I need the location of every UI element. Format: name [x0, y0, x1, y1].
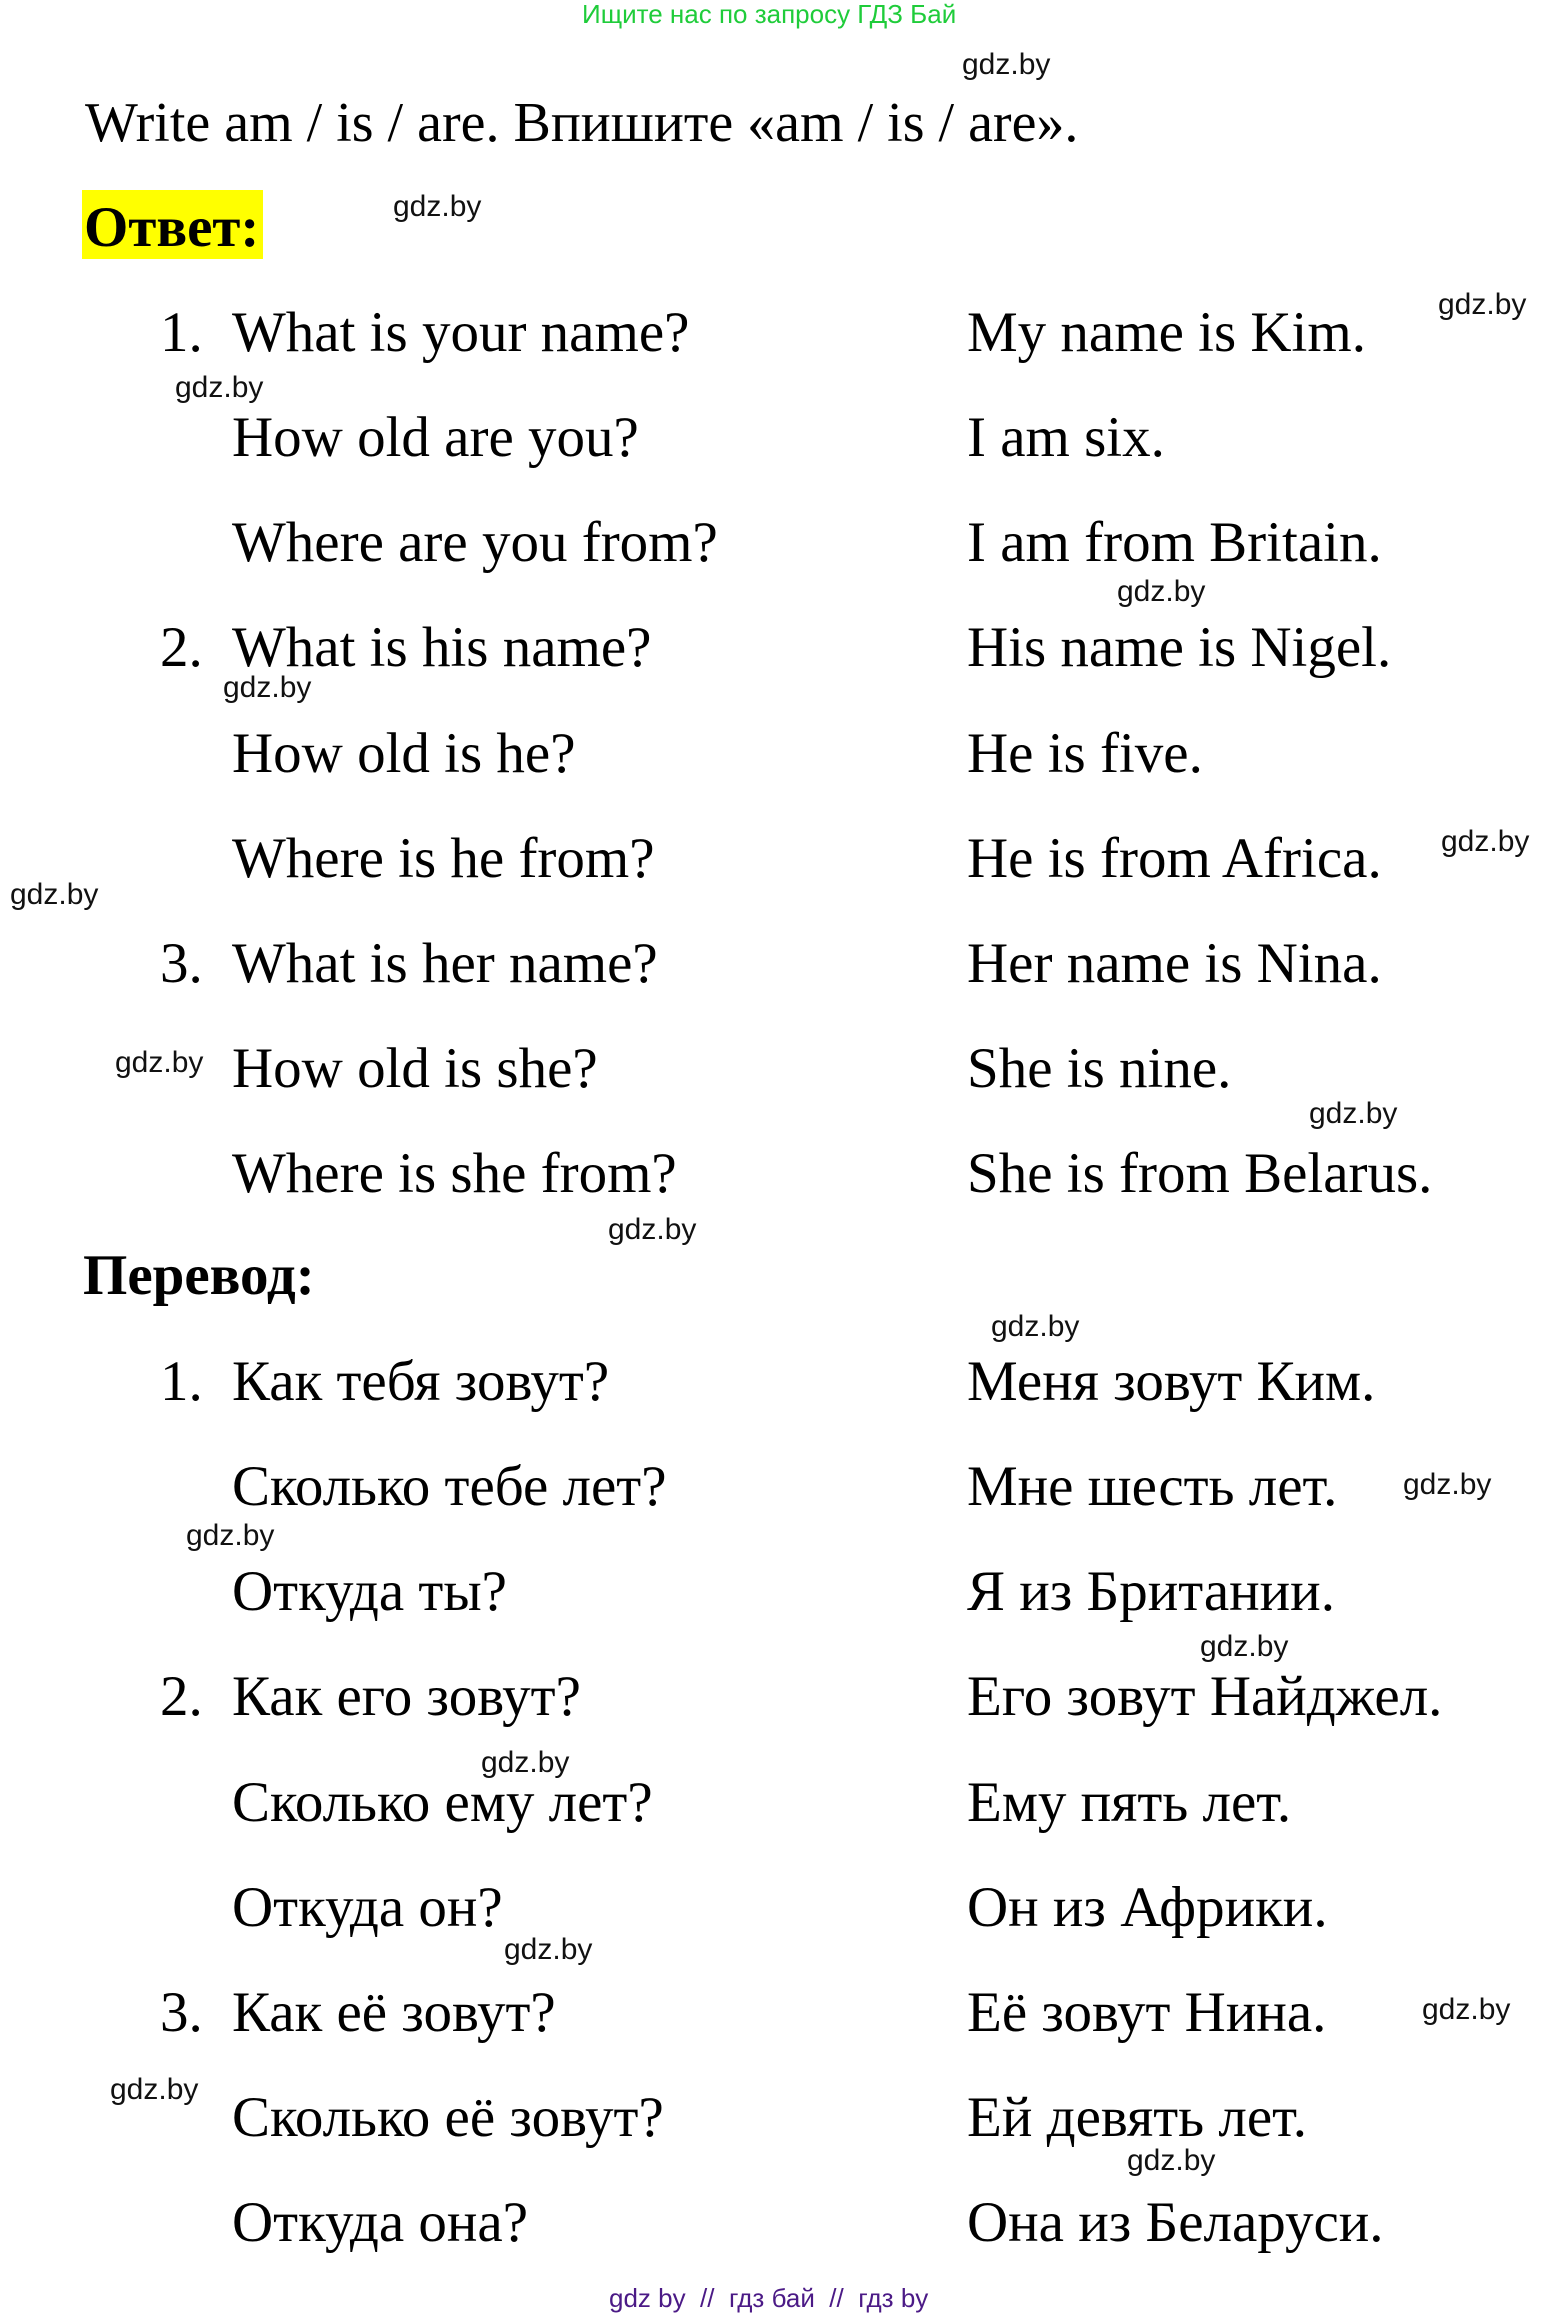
answer: She is from Belarus.	[967, 1142, 1433, 1205]
question: Where are you from?	[232, 511, 718, 574]
watermark: gdz.by	[991, 1310, 1080, 1343]
watermark: gdz.by	[481, 1746, 570, 1779]
answer: My name is Kim.	[967, 301, 1366, 364]
answer: Его зовут Найджел.	[967, 1665, 1443, 1728]
question: Как её зовут?	[232, 1981, 556, 2044]
watermark: gdz.by	[1309, 1097, 1398, 1130]
watermark: gdz.by	[186, 1519, 275, 1552]
watermark: gdz.by	[1117, 575, 1206, 608]
answer: Ему пять лет.	[967, 1771, 1292, 1834]
watermark: gdz.by	[962, 48, 1051, 81]
item-number: 2.	[160, 1665, 203, 1728]
question: How old is she?	[232, 1037, 598, 1100]
watermark: gdz.by	[110, 2073, 199, 2106]
watermark: gdz.by	[175, 371, 264, 404]
watermark: gdz.by	[1438, 288, 1527, 321]
question: What is her name?	[232, 932, 658, 995]
question: How old is he?	[232, 722, 576, 785]
answer: Она из Беларуси.	[967, 2191, 1384, 2254]
answer: He is from Africa.	[967, 827, 1382, 890]
answer: Её зовут Нина.	[967, 1981, 1327, 2044]
answer: Ей девять лет.	[967, 2086, 1308, 2149]
answer: His name is Nigel.	[967, 616, 1392, 679]
watermark: gdz.by	[10, 878, 99, 911]
watermark: gdz.by	[1403, 1468, 1492, 1501]
translation-heading: Перевод:	[83, 1244, 315, 1307]
question: What is your name?	[232, 301, 690, 364]
question: How old are you?	[232, 406, 639, 469]
search-banner: Ищите нас по запросу ГДЗ Бай	[582, 0, 957, 29]
item-number: 1.	[160, 301, 203, 364]
item-number: 3.	[160, 932, 203, 995]
answer: He is five.	[967, 722, 1203, 785]
item-number: 2.	[160, 616, 203, 679]
answer: Он из Африки.	[967, 1876, 1328, 1939]
item-number: 3.	[160, 1981, 203, 2044]
answer-heading: Ответ:	[84, 196, 260, 259]
watermark: gdz.by	[608, 1213, 697, 1246]
answer: Her name is Nina.	[967, 932, 1382, 995]
answer: She is nine.	[967, 1037, 1232, 1100]
watermark: gdz.by	[1422, 1993, 1511, 2026]
question: Откуда она?	[232, 2191, 529, 2254]
answer: Мне шесть лет.	[967, 1455, 1338, 1518]
question: Как тебя зовут?	[232, 1350, 610, 1413]
watermark: gdz.by	[115, 1046, 204, 1079]
question: What is his name?	[232, 616, 652, 679]
question: Сколько тебе лет?	[232, 1455, 667, 1518]
question: Откуда ты?	[232, 1560, 507, 1623]
answer: Я из Британии.	[967, 1560, 1335, 1623]
watermark: gdz.by	[393, 190, 482, 223]
question: Where is she from?	[232, 1142, 677, 1205]
answer: Меня зовут Ким.	[967, 1350, 1376, 1413]
answer: I am from Britain.	[967, 511, 1382, 574]
answer: I am six.	[967, 406, 1165, 469]
question: Сколько ему лет?	[232, 1771, 653, 1834]
watermark: gdz.by	[223, 671, 312, 704]
question: Сколько её зовут?	[232, 2086, 664, 2149]
watermark: gdz.by	[1200, 1630, 1289, 1663]
item-number: 1.	[160, 1350, 203, 1413]
question: Откуда он?	[232, 1876, 503, 1939]
question: Как его зовут?	[232, 1665, 581, 1728]
task-title: Write am / is / are. Впишите «am / is / are».	[85, 92, 1079, 154]
question: Where is he from?	[232, 827, 655, 890]
watermark: gdz.by	[1441, 825, 1530, 858]
footer-links: gdz by // гдз бай // гдз by	[609, 2283, 929, 2313]
watermark: gdz.by	[1127, 2144, 1216, 2177]
watermark: gdz.by	[504, 1933, 593, 1966]
